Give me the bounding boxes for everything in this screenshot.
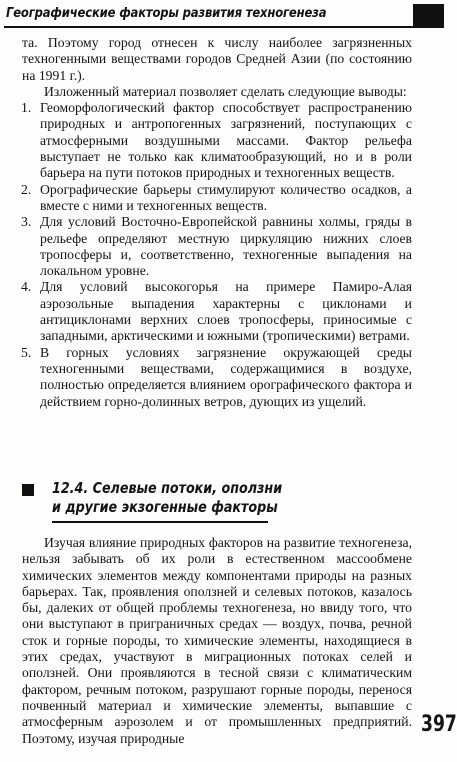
continuation-paragraph: та. Поэтому город отнесен к числу наиболее загрязненных техногенными веществами городов Средней Азии (по состоянию на 1991 г.). <box>22 35 412 83</box>
list-item-number: 3. <box>21 214 32 230</box>
section-bullet-square <box>22 484 34 496</box>
list-item <box>22 345 412 410</box>
list-item-text: Для условий Восточно-Европейской равнины холмы, гряды в рельефе определяют местную циркуляцию нижних слоев тропосферы и, соответственно, техногенные выпадения на локальном уровне. <box>40 214 412 279</box>
list-item <box>22 214 412 279</box>
section-title-line-1: 12.4. Селевые потоки, оползни <box>52 479 283 497</box>
list-item-number: 2. <box>21 181 32 197</box>
page-number: 397 <box>421 712 457 737</box>
list-item <box>22 279 412 344</box>
list-item-text: В горных условиях загрязнение окружающей среды техногенными веществами, содержащимися в воздухе, полностью определяется влиянием орографического фактора и действием горно-долинных ветров, дующих из ущелий. <box>40 344 412 409</box>
running-header <box>4 4 444 28</box>
list-item <box>22 182 412 215</box>
section-title <box>52 479 347 517</box>
section-title-line-2: и другие экзогенные факторы <box>52 498 278 516</box>
list-item <box>22 100 412 181</box>
list-item-text: Для условий высокогорья на примере Памиро-Алая аэрозольные выпадения характерны с циклонами и антициклонами верхних слоев тропосферы, приносимые с западными, арктическими и южными (тропическими) ветрами. <box>40 279 412 344</box>
list-item-number: 5. <box>21 344 32 360</box>
top-text-block <box>22 35 412 410</box>
list-item-number: 4. <box>21 279 32 295</box>
header-black-tab <box>413 4 444 26</box>
conclusions-intro: Изложенный материал позволяет сделать следующие выводы: <box>44 83 407 99</box>
running-title: Географические факторы развития техногенеза <box>6 5 327 21</box>
section-heading <box>22 479 422 525</box>
section-title-underline <box>52 521 268 523</box>
section-paragraph: Изучая влияние природных факторов на развитие техногенеза, нельзя забывать об их роли в естественном массообмене химических элементов между компонентами природы на разных барьерах. Так, проявления оползней и селевых потоков, казалось бы, далеких от общей проблемы техногенеза, но ввиду того, что они выступают в приграничных средах — воздух, почва, речной сток и горные породы, то химические элементы, находящиеся в этих средах, участвуют в миграционных потоках селей и оползней. Они проявляются в тесной связи с климатическим фактором, речным потоком, разрушают горные породы, перенося почвенный материал и химические элементы, выпавшие с атмосферным аэрозолем и от промышленных предприятий. Поэтому, изучая природные <box>22 535 412 746</box>
bottom-text-block <box>22 535 412 747</box>
list-item-text: Геоморфологический фактор способствует распространению природных и антропогенных загрязнений, поступающих с атмосферными воздушными массами. Фактор рельефа выступает не только как климатообразующий, но и в роли барьера на пути потоков природных и техногенных веществ. <box>40 100 412 181</box>
list-item-text: Орографические барьеры стимулируют количество осадков, а вместе с ними и техногенных веществ. <box>40 181 412 213</box>
list-item-number: 1. <box>21 100 32 116</box>
conclusions-list <box>22 100 412 410</box>
